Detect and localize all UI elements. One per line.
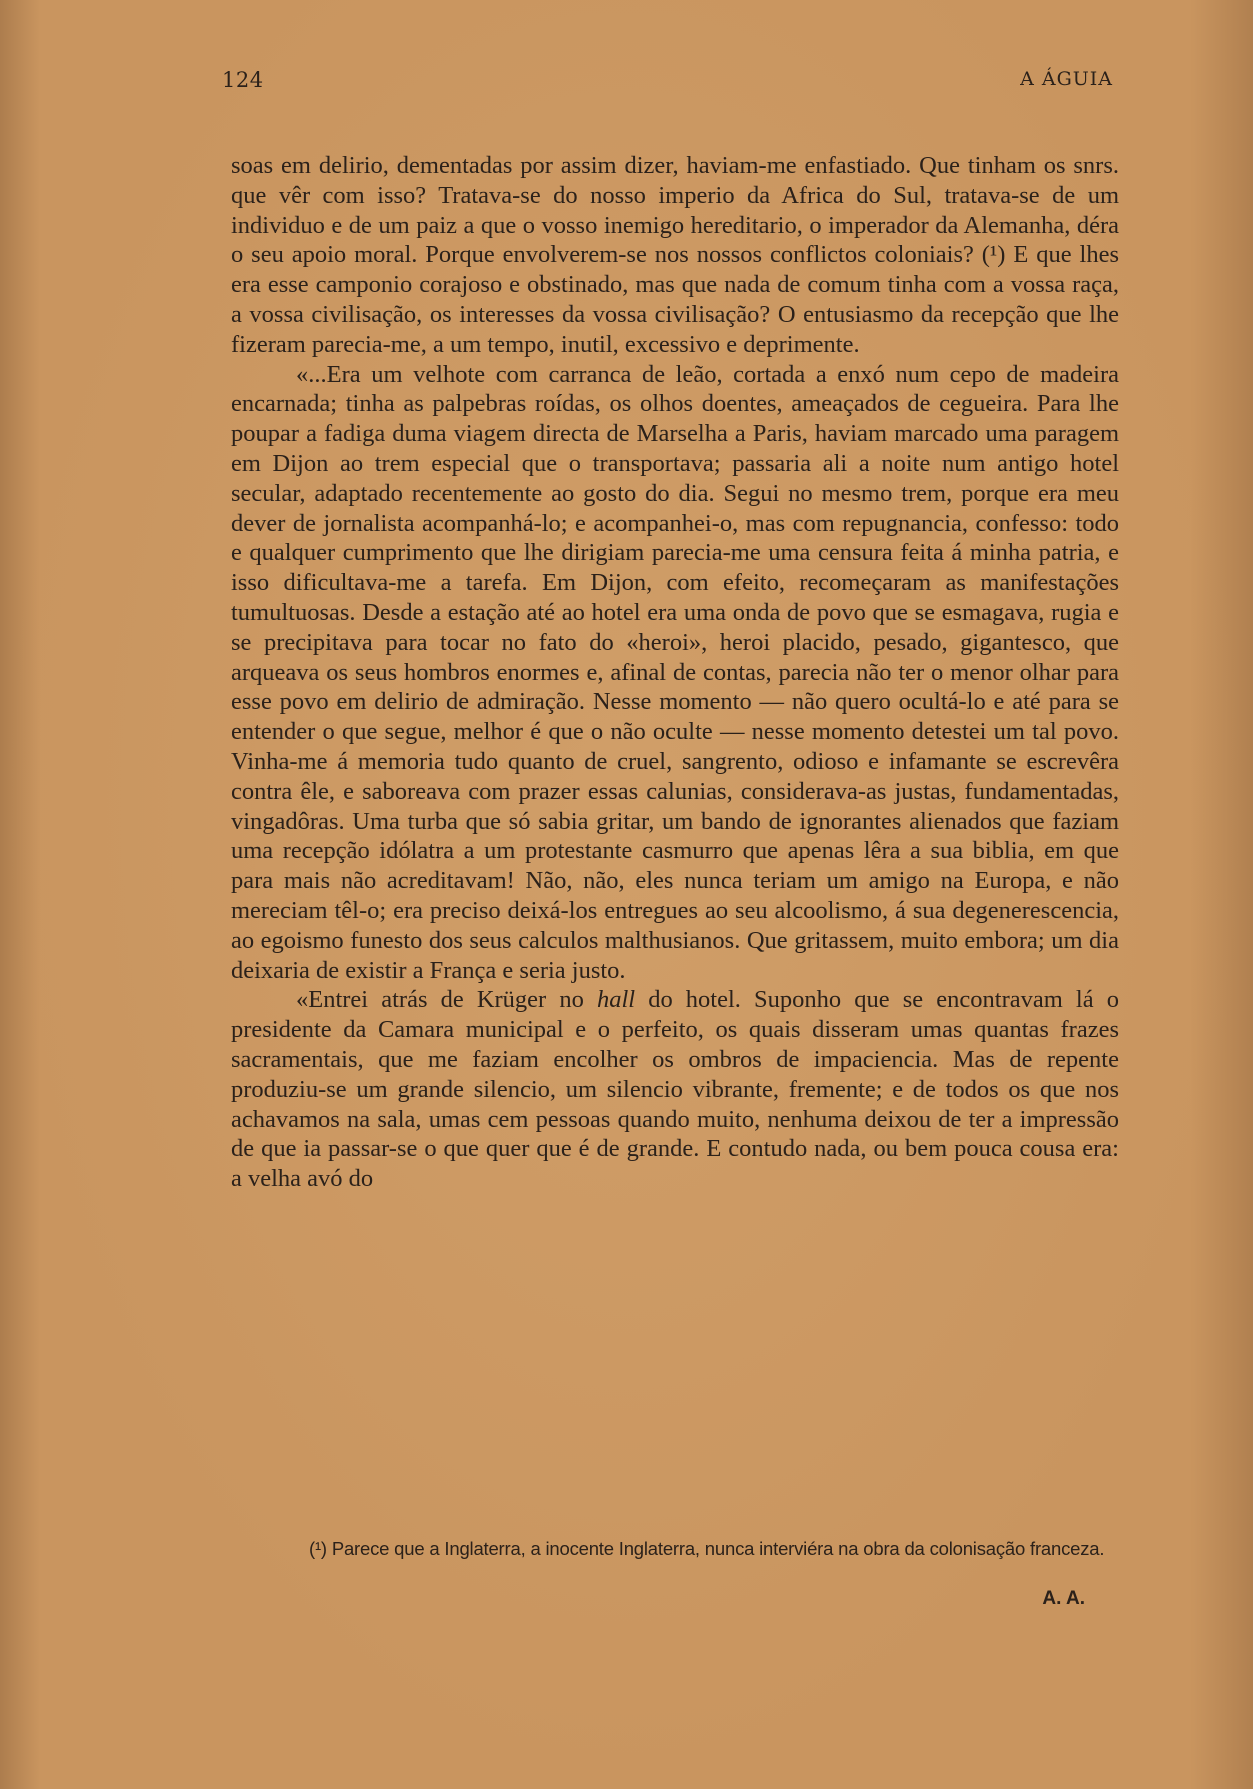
paragraph-3-start: «Entrei atrás de Krüger no: [296, 986, 597, 1014]
footnote-signature: A. A.: [1042, 1588, 1085, 1609]
paragraph-1: soas em delirio, dementadas por assim dizer, haviam-me enfastiado. Que tinham os snrs. que vêr com isso? Tratava-se do nosso imperio da Africa do Sul, tratava-se de um individuo e de um paiz a que o vosso inemigo hereditario, o imperador da Alemanha, déra o seu apoio moral. Porque envolverem-se nos nossos conflictos coloniais? (¹) E que lhes era esse camponio corajoso e obstinado, mas que nada de comum tinha com a vossa raça, a vossa civilisação, os interesses da vossa civilisação? O entusiasmo da recepção que lhe fizeram parecia-me, a um tempo, inutil, excessivo e deprimente.: [231, 152, 1119, 358]
running-title: A ÁGUIA: [1020, 68, 1113, 90]
italic-word-hall: hall: [596, 986, 636, 1014]
body-text: [231, 151, 1119, 1194]
paragraph-3: [231, 985, 1119, 1194]
page-number: 124: [222, 68, 264, 92]
paragraph-3-rest: do hotel. Suponho que se encontravam lá o presidente da Camara municipal e o perfeito, os quais disseram umas quantas frazes sacramentais, que me faziam encolher os ombros de impaciencia. Mas de repente produziu-se um grande silencio, um silencio vibrante, frementе; e de todos os que nos achavamos na sala, umas cem pessoas quando muito, nenhuma deixou de ter a impressão de que ia passar-se o que quer que é de grande. E contudo nada, ou bem pouca cousa era: a velha avó do: [231, 986, 1119, 1193]
page-header: [218, 68, 1113, 100]
paragraph-2: «...Era um velhote com carranca de leão, cortada a enxó num cepo de madeira encarnada; tinha as palpebras roídas, os olhos doentes, ameaçados de cegueira. Para lhe poupar a fadiga duma viagem directa de Marselha a Paris, haviam marcado uma paragem em Dijon ao trem especial que o transportava; passaria ali a noite num antigo hotel secular, adaptado recentemente ao gosto do dia. Segui no mesmo trem, porque era meu dever de jornalista acompanhá-lo; e acompanhei-o, mas com repugnancia, confesso: todo e qualquer cumprimento que lhe dirigiam parecia-me uma censura feita á minha patria, e isso dificultava-me a tarefa. Em Dijon, com efeito, recomeçaram as manifestações tumultuosas. Desde a estação até ao hotel era uma onda de povo que se esmagava, rugia e se precipitava para tocar no fato do «heroi», heroi placido, pesado, gigantesco, que arqueava os seus hombros enormes e, afinal de contas, parecia não ter o menor olhar para esse povo em delirio de admiração. Nesse momento — não quero ocultá-lo e até para se entender o que segue, melhor é que o não oculte — nesse momento detestei um tal povo. Vinha-me á memoria tudo quanto de cruel, sangrento, odioso e infamante se escrevêra contra êle, e saboreava com prazer essas calunias, considerava-as justas, fundamentadas, vingadôras. Uma turba que só sabia gritar, um bando de ignorantes alienados que faziam uma recepção idólatra a um protestante casmurro que apenas lêra a sua biblia, em que para mais não acreditavam! Não, não, eles nunca teriam um amigo na Europa, e não mereciam têl-o; era preciso deixá-los entregues ao seu alcoolismo, á sua degenerescencia, ao egoismo funesto dos seus calculos malthusianos. Que gritassem, muito embora; um dia deixaria de existir a França e seria justo.: [231, 360, 1119, 984]
footnote: (¹) Parece que a Inglaterra, a inocente Inglaterra, nunca interviéra na obra da colonisação franceza.: [309, 1538, 1105, 1559]
